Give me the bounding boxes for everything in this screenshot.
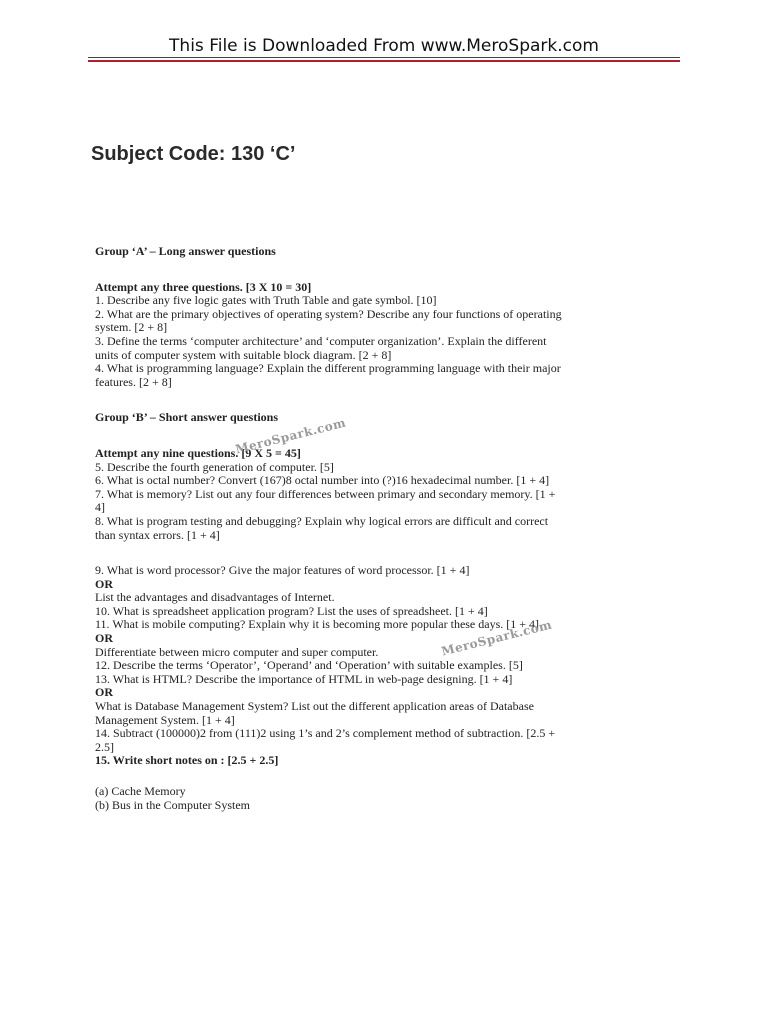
header-divider <box>88 57 680 58</box>
question-line: 9. What is word processor? Give the major features of word processor. [1 + 4] <box>95 563 470 578</box>
question-line: Management System. [1 + 4] <box>95 712 235 727</box>
short-notes-list <box>95 785 685 812</box>
question-paper <box>95 245 685 812</box>
question-line: 12. Describe the terms ‘Operator’, ‘Operand’ and ‘Operation’ with suitable examples. [5] <box>95 658 523 673</box>
group-b-questions-part-1 <box>95 461 685 543</box>
question-line: 4. What is programming language? Explain the different programming language with their major <box>95 361 561 376</box>
group-a-instruction: Attempt any three questions. [3 X 10 = 30] <box>95 279 312 294</box>
question-line: 10. What is spreadsheet application program? List the uses of spreadsheet. [1 + 4] <box>95 603 488 618</box>
question-line: 6. What is octal number? Convert (167)8 octal number into (?)16 hexadecimal number. [1 + 4] <box>95 473 550 488</box>
header-divider-red <box>88 60 680 62</box>
watermark-text: MeroSpark.com <box>440 617 554 659</box>
question-line: 7. What is memory? List out any four differences between primary and secondary memory. [1 + <box>95 486 556 501</box>
question-line: units of computer system with suitable block diagram. [2 + 8] <box>95 347 392 362</box>
group-a-section <box>95 245 685 389</box>
question-line: What is Database Management System? List out the different application areas of Database <box>95 699 534 714</box>
question-line: 14. Subtract (100000)2 from (111)2 using 1’s and 2’s complement method of subtraction. [2.5 + <box>95 726 556 741</box>
group-b-questions-part-2 <box>95 564 685 768</box>
or-separator: OR <box>95 576 113 591</box>
question-line: (a) Cache Memory <box>95 784 186 798</box>
question-line: List the advantages and disadvantages of Internet. <box>95 590 335 605</box>
question-line: 3. Define the terms ‘computer architecture’ and ‘computer organization’. Explain the different <box>95 333 547 348</box>
subject-code: Subject Code: 130 ‘C’ <box>91 143 296 165</box>
group-b-section <box>95 411 685 812</box>
question-line: 2.5] <box>95 739 114 754</box>
question-line: 4] <box>95 500 105 515</box>
or-separator: OR <box>95 685 113 700</box>
or-separator: OR <box>95 631 113 646</box>
question-line: features. [2 + 8] <box>95 374 172 389</box>
group-b-instruction: Attempt any nine questions. [9 X 5 = 45] <box>95 445 301 460</box>
question-line: 5. Describe the fourth generation of computer. [5] <box>95 459 334 474</box>
question-line: 11. What is mobile computing? Explain why it is becoming more popular these days. [1 + 4] <box>95 617 540 632</box>
header-title: This File is Downloaded From www.MeroSpark.com <box>169 36 599 56</box>
question-line: 8. What is program testing and debugging? Explain why logical errors are difficult and correct <box>95 513 549 528</box>
question-line: 13. What is HTML? Describe the importance of HTML in web-page designing. [1 + 4] <box>95 671 513 686</box>
question-line: 15. Write short notes on : [2.5 + 2.5] <box>95 753 279 768</box>
question-line: system. [2 + 8] <box>95 320 168 335</box>
question-line: Differentiate between micro computer and super computer. <box>95 644 379 659</box>
question-line: than syntax errors. [1 + 4] <box>95 527 220 542</box>
group-a-questions <box>95 294 685 389</box>
group-a-title: Group ‘A’ – Long answer questions <box>95 244 276 258</box>
question-line: 1. Describe any five logic gates with Truth Table and gate symbol. [10] <box>95 293 437 308</box>
question-line: (b) Bus in the Computer System <box>95 797 250 812</box>
watermark-text: MeroSpark.com <box>234 415 348 457</box>
group-b-title: Group ‘B’ – Short answer questions <box>95 410 279 425</box>
question-line: 2. What are the primary objectives of operating system? Describe any four functions of operating <box>95 306 562 321</box>
